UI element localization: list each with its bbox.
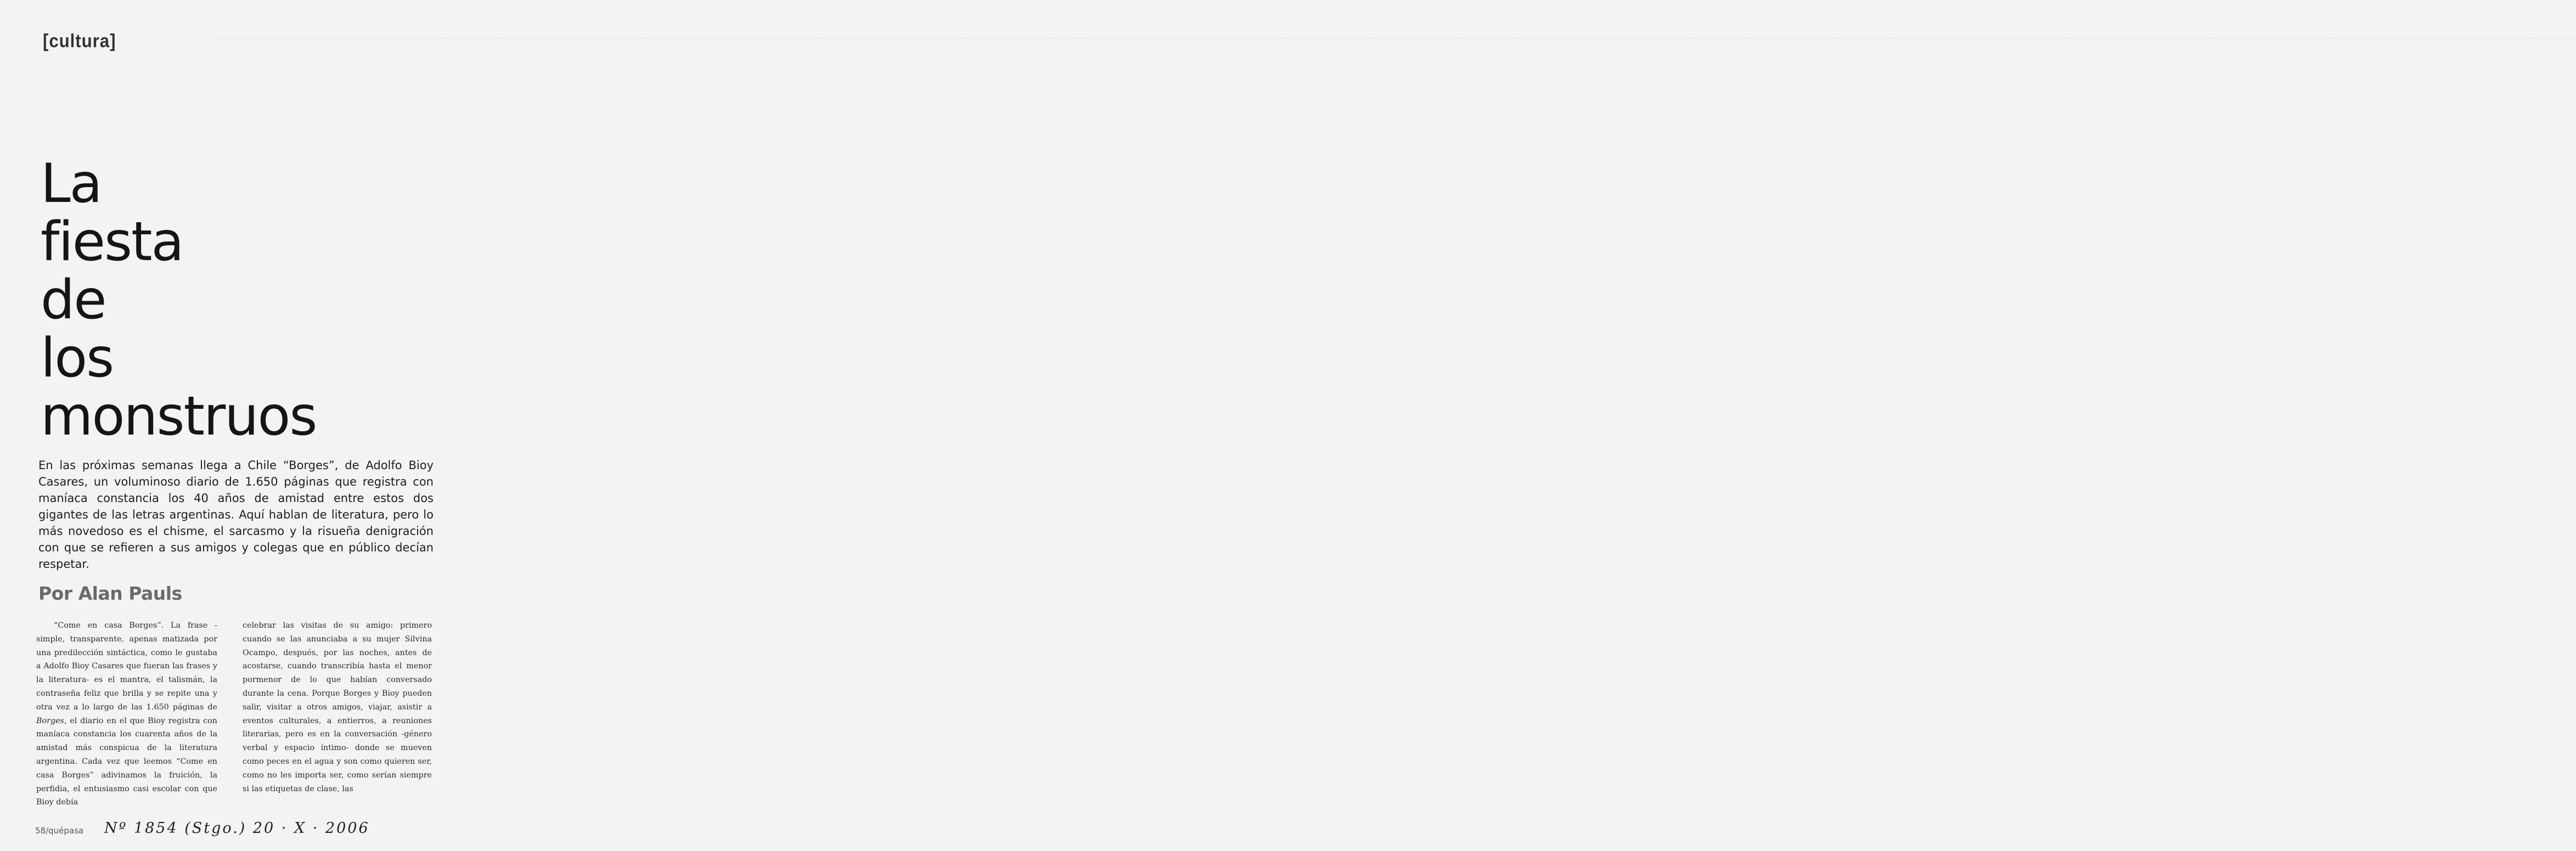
headline-line-3: de xyxy=(41,269,106,331)
body-column-right: celebrar las visitas de su amigo: primero cuando se las anunciaba a su mujer Silvina Ocampo, después, por las noches, antes de acostarse, cuando transcribía hasta el menor pormenor de lo que habían conversado durante la cena. Porque Borges y Bioy pueden salir, visitar a otros amigos, viajar, asistir a eventos culturales, a entierros, a reuniones literarias, pero es en la conversación -género verbal y espacio íntimo- donde se mueven como peces en el agua y son como quieren ser, como no les importa ser, como serían siempre si las etiquetas de clase, las xyxy=(243,621,432,793)
body-column-left xyxy=(36,619,217,809)
headline-line-2: fiesta xyxy=(41,211,183,273)
bleed-through-text: ······································································································································································································································································································································································································································································································································································································································································································································································································································································································································································································ xyxy=(217,35,2576,43)
headline-line-1: La xyxy=(41,153,102,215)
page-footer: 58/quépasa xyxy=(35,826,84,836)
section-tag: [cultura] xyxy=(43,31,116,52)
handwritten-note: Nº 1854 (Stgo.) 20 · X · 2006 xyxy=(104,820,370,837)
body-text: , el diario en el que Bioy registra con maníaca constancia los cuarenta años de la amistad más conspicua de la literatura argentina. Cada vez que leemos “Come en casa Borges” adivinamos la fruición, la perfidia, el entusiasmo casi escolar con que Bioy debía xyxy=(36,716,217,807)
headline-line-4: los xyxy=(41,327,114,390)
lead-paragraph: En las próximas semanas llega a Chile “Borges”, de Adolfo Bioy Casares, un voluminoso diario de 1.650 páginas que registra con maníaca constancia los 40 años de amistad entre estos dos gigantes de las letras argentinas. Aquí hablan de literatura, pero lo más novedoso es el chisme, el sarcasmo y la risueña denigración con que se refieren a sus amigos y colegas que en público decían respetar. xyxy=(38,459,434,571)
body-text: “Come en casa Borges”. La frase -simple, transparente, apenas matizada por una predilección sintáctica, como le gustaba a Adolfo Bioy Casares que fueran las frases y la literatura- es el mantra, el talismán, la contraseña feliz que brilla y se repite una y otra vez a lo largo de las 1.650 páginas de xyxy=(36,621,217,712)
headline xyxy=(41,155,316,446)
book-title: Borges xyxy=(36,716,64,725)
byline: Por Alan Pauls xyxy=(38,583,182,604)
headline-line-5: monstruos xyxy=(41,385,317,448)
